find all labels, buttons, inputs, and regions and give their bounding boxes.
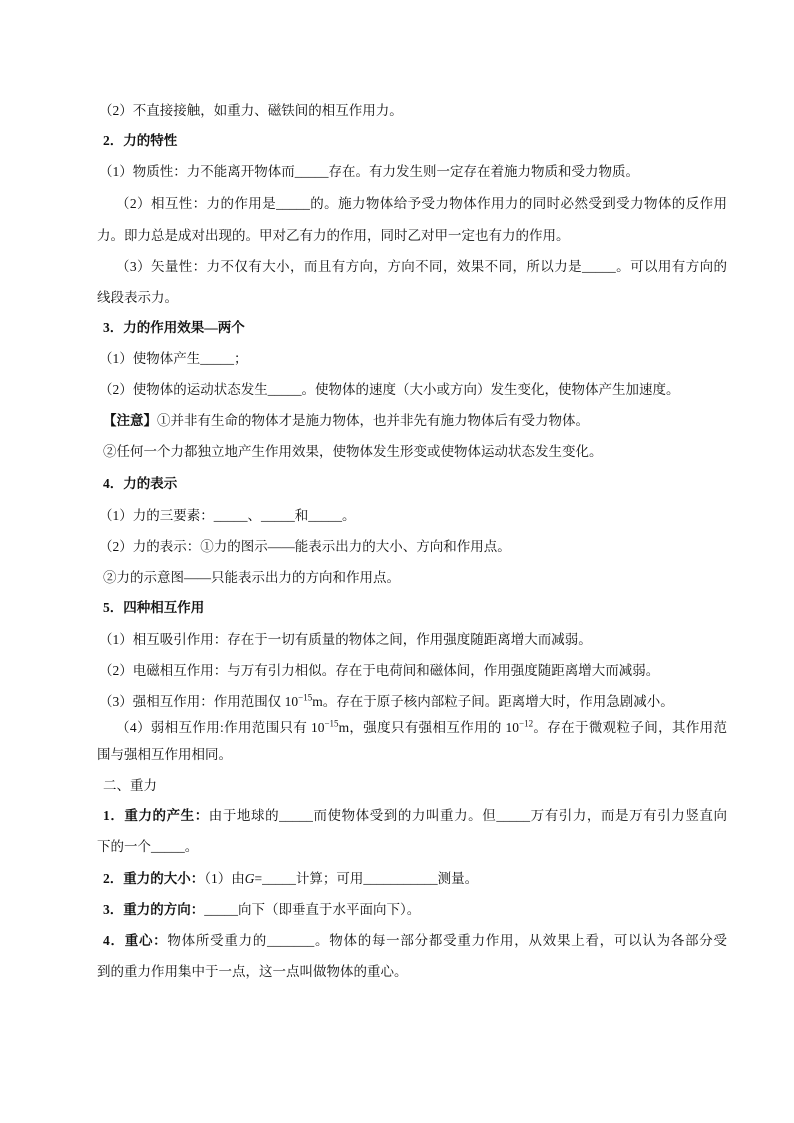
weak-text-pre: （4）弱相互作用:作用范围只有 10	[116, 720, 325, 735]
heading-interactions: 5．四种相互作用	[103, 600, 205, 615]
gravity-magnitude-label: 2．重力的大小：	[103, 871, 205, 886]
gravity-direction-label: 3．重力的方向：	[103, 902, 205, 917]
note-label: 【注意】	[103, 413, 157, 428]
line-vector: （3）矢量性：力不仅有大小，而且有方向，方向不同，效果不同，所以力是_____。可以用有方向的	[116, 259, 727, 274]
line-force-sketch: ②力的示意图——只能表示出力的方向和作用点。	[103, 570, 400, 585]
line-note	[103, 411, 589, 431]
line-weak-interaction-cont: 围与强相互作用相同。	[97, 747, 232, 762]
line-gravity-origin-cont: 下的一个_____。	[97, 839, 199, 854]
line-center-of-gravity	[103, 931, 727, 951]
line-weak-interaction	[116, 718, 727, 738]
heading-force-properties: 2．力的特性	[103, 133, 178, 148]
line-mutuality: （2）相互性：力的作用是_____的。施力物体给予受力物体作用力的同时必然受到受力物体的反作用	[116, 196, 727, 211]
line-materiality: （1）物质性：力不能离开物体而_____存在。有力发生则一定存在着施力物质和受力物质。	[99, 164, 639, 179]
weak-exponent-strength: −12	[519, 718, 534, 729]
gravity-origin-text: 由于地球的_____而使物体受到的力叫重力。但_____万有引力，而是万有引力竖直向	[208, 808, 728, 823]
weak-text-mid: m，强度只有强相互作用的 10	[338, 720, 519, 735]
line-force-diagram: （2）力的表示：①力的图示——能表示出力的大小、方向和作用点。	[99, 539, 511, 554]
weak-exponent-range: −15	[324, 718, 339, 729]
gravity-magnitude-post: =_____计算；可用___________测量。	[254, 871, 479, 886]
line-noncontact-forces: （2）不直接接触，如重力、磁铁间的相互作用力。	[99, 103, 403, 118]
heading-force-effects: 3．力的作用效果—两个	[103, 320, 245, 335]
gravity-origin-label: 1．重力的产生：	[103, 808, 209, 823]
gravity-direction-text: _____向下（即垂直于水平面向下）。	[204, 902, 421, 917]
line-gravitational-interaction: （1）相互吸引作用：存在于一切有质量的物体之间，作用强度随距离增大而减弱。	[99, 632, 592, 647]
strong-text-post: m。存在于原子核内部粒子间。距离增大时，作用急剧减小。	[312, 694, 674, 709]
line-center-of-gravity-cont: 到的重力作用集中于一点，这一点叫做物体的重心。	[97, 964, 408, 979]
center-of-gravity-text: 物体所受重力的_______。物体的每一部分都受重力作用，从效果上看，可以认为各部分受	[167, 933, 728, 948]
line-effect-2: （2）使物体的运动状态发生_____。使物体的速度（大小或方向）发生变化，使物体产生加速度。	[99, 382, 680, 397]
strong-text-pre: （3）强相互作用：作用范围仅 10	[99, 694, 299, 709]
line-mutuality-cont: 力。即力总是成对出现的。甲对乙有力的作用，同时乙对甲一定也有力的作用。	[97, 228, 570, 243]
line-vector-cont: 线段表示力。	[97, 290, 178, 305]
line-gravity-magnitude	[103, 869, 478, 889]
line-electromagnetic-interaction: （2）电磁相互作用：与万有引力相似。存在于电荷间和磁体间，作用强度随距离增大而减弱。	[99, 663, 660, 678]
line-gravity-direction	[103, 900, 420, 920]
heading-gravity: 二、重力	[103, 778, 157, 793]
strong-exponent: −15	[298, 692, 313, 703]
line-gravity-origin	[103, 806, 727, 826]
heading-force-representation: 4．力的表示	[103, 476, 178, 491]
gravity-variable-g: G	[244, 871, 255, 886]
weak-text-post: 。存在于微观粒子间，其作用范	[533, 720, 727, 735]
line-effect-1: （1）使物体产生_____；	[99, 351, 248, 366]
note-text-1: ①并非有生命的物体才是施力物体，也并非先有施力物体后有受力物体。	[157, 413, 589, 428]
line-strong-interaction	[99, 692, 674, 712]
line-three-elements: （1）力的三要素：_____、_____和_____。	[99, 508, 356, 523]
gravity-magnitude-pre: （1）由	[204, 871, 245, 886]
center-of-gravity-label: 4．重心：	[103, 933, 168, 948]
line-note-2: ②任何一个力都独立地产生作用效果，使物体发生形变或使物体运动状态发生变化。	[103, 444, 603, 459]
